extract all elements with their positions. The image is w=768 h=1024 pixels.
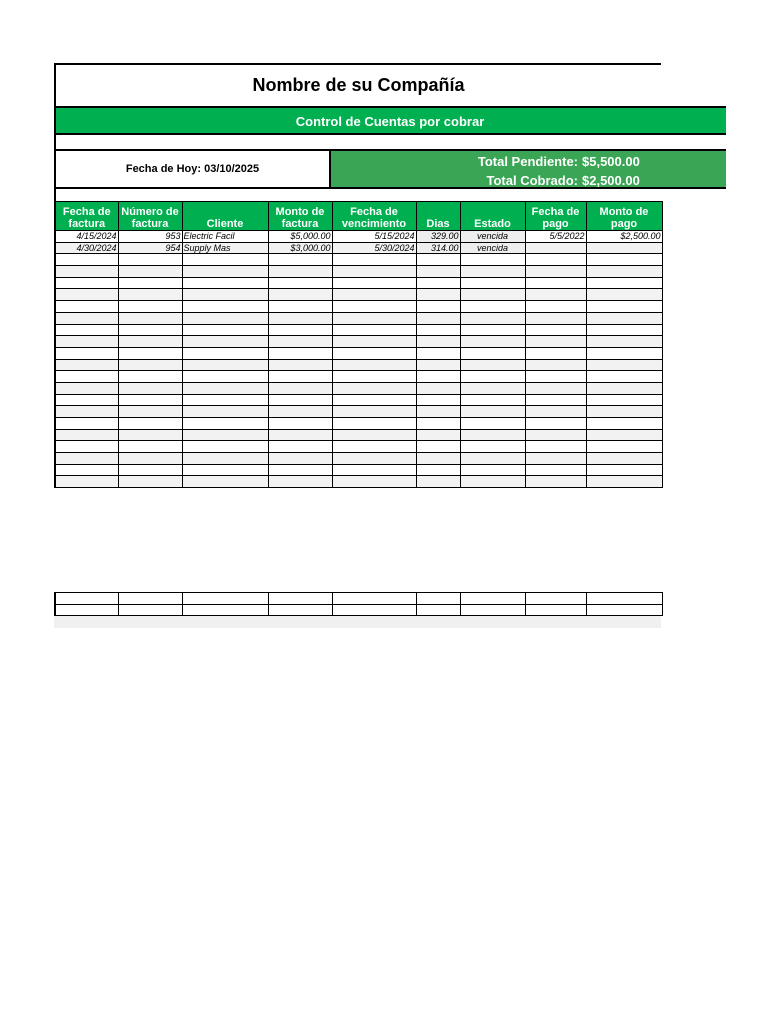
table-cell[interactable] [182,301,268,313]
table-cell[interactable] [416,394,460,406]
column-header-line1: Número de [121,206,179,218]
table-cell[interactable] [460,382,525,394]
table-row [55,476,662,488]
table-row [55,371,662,383]
table-cell[interactable] [460,359,525,371]
table-cell[interactable] [460,604,525,616]
receivables-table [54,201,663,488]
table-cell[interactable] [460,371,525,383]
table-cell[interactable] [525,336,586,348]
table-cell[interactable] [268,382,332,394]
total-collected-label: Total Cobrado: [486,173,578,188]
table-cell[interactable] [460,593,525,605]
subtitle-banner [54,106,726,135]
table-cell[interactable] [332,441,416,453]
table-cell[interactable] [268,406,332,418]
table-cell[interactable] [460,277,525,289]
column-header-line1: Monto de [599,206,649,218]
table-cell[interactable] [416,312,460,324]
table-cell[interactable] [460,464,525,476]
table-cell[interactable] [332,371,416,383]
column-header[interactable] [182,202,268,231]
column-header-line1: Fecha de [350,206,398,218]
table-cell[interactable] [416,347,460,359]
table-cell[interactable] [586,336,662,348]
table-cell[interactable] [118,406,182,418]
table-cell[interactable] [118,301,182,313]
table-cell[interactable] [460,476,525,488]
table-cell[interactable] [416,604,460,616]
table-cell[interactable] [118,418,182,430]
table-cell[interactable] [460,254,525,266]
total-collected-line [487,173,642,188]
table-cell[interactable] [586,593,662,605]
table-cell[interactable] [416,593,460,605]
column-header-line1: Fecha de [531,206,580,218]
table-cell[interactable] [460,266,525,278]
table-cell[interactable] [460,312,525,324]
table-cell[interactable] [586,277,662,289]
table-cell[interactable] [268,604,332,616]
table-cell[interactable] [416,464,460,476]
today-label: Fecha de Hoy: [125,163,202,175]
table-cell[interactable]: 314.00 [416,242,460,254]
table-cell[interactable] [332,429,416,441]
table-cell[interactable] [182,441,268,453]
table-cell[interactable] [55,593,118,605]
table-cell[interactable] [586,476,662,488]
table-row [55,242,662,254]
table-cell[interactable] [525,242,586,254]
table-row [55,254,662,266]
column-header-line2: Cliente [206,218,244,230]
table-cell[interactable]: Supply Mas [182,242,268,254]
table-cell[interactable] [525,394,586,406]
table-cell[interactable]: $3,000.00 [268,242,332,254]
subtitle-text: Control de Cuentas por cobrar [295,114,485,129]
table-cell[interactable] [268,336,332,348]
table-cell[interactable] [332,312,416,324]
table-cell[interactable] [268,418,332,430]
table-cell[interactable] [416,324,460,336]
table-cell[interactable] [182,604,268,616]
table-cell[interactable] [586,324,662,336]
table-cell[interactable] [55,453,118,465]
bottom-shade [54,616,661,628]
table-cell[interactable] [55,371,118,383]
column-header-line2: vencimiento [341,218,407,230]
table-cell[interactable] [525,418,586,430]
table-cell[interactable] [525,476,586,488]
table-cell[interactable] [268,464,332,476]
table-cell[interactable] [182,359,268,371]
table-cell[interactable] [525,359,586,371]
table-cell[interactable] [416,429,460,441]
table-cell[interactable] [460,336,525,348]
table-cell[interactable] [182,406,268,418]
totals-box [331,149,726,189]
table-cell[interactable] [268,476,332,488]
table-row [55,336,662,348]
column-header-line2: Dias [426,218,450,230]
table-cell[interactable] [525,441,586,453]
table-cell[interactable] [460,406,525,418]
table-cell[interactable] [55,301,118,313]
table-cell[interactable] [55,324,118,336]
table-cell[interactable] [118,289,182,301]
table-cell[interactable] [118,324,182,336]
table-cell[interactable] [268,301,332,313]
table-cell[interactable] [118,453,182,465]
table-cell[interactable] [586,464,662,476]
table-cell[interactable] [586,312,662,324]
table-cell[interactable]: 5/5/2022 [525,231,586,243]
table-cell[interactable] [332,277,416,289]
table-cell[interactable] [460,453,525,465]
table-cell[interactable] [525,301,586,313]
table-cell[interactable] [586,347,662,359]
column-header-line2: factura [131,218,169,230]
column-header-line1: Fecha de [62,206,111,218]
column-header-line2: factura [68,218,106,230]
table-cell[interactable] [268,254,332,266]
table-row [55,347,662,359]
table-cell[interactable] [55,604,118,616]
table-cell[interactable] [182,394,268,406]
table-cell[interactable] [586,604,662,616]
table-cell[interactable] [268,371,332,383]
table-cell[interactable] [55,429,118,441]
table-cell[interactable] [525,453,586,465]
table-cell[interactable] [460,289,525,301]
table-cell[interactable] [416,418,460,430]
table-cell[interactable] [586,453,662,465]
table-cell[interactable]: 954 [118,242,182,254]
column-header-line2: pago [542,218,569,230]
table-row [55,441,662,453]
table-cell[interactable] [416,301,460,313]
table-row [55,231,662,243]
company-title: Nombre de su Compañía [54,63,661,106]
table-cell[interactable] [182,371,268,383]
table-cell[interactable] [118,336,182,348]
table-cell[interactable]: Electric Facil [182,231,268,243]
table-cell[interactable] [416,277,460,289]
table-cell[interactable]: 5/15/2024 [332,231,416,243]
table-cell[interactable] [182,336,268,348]
table-cell[interactable] [55,418,118,430]
table-cell[interactable] [182,266,268,278]
table-cell[interactable] [586,242,662,254]
table-cell[interactable] [586,429,662,441]
table-cell[interactable] [586,394,662,406]
table-cell[interactable] [332,324,416,336]
spacer-row [54,189,661,201]
column-header[interactable] [332,202,416,231]
table-cell[interactable] [118,254,182,266]
table-cell[interactable] [525,604,586,616]
table-cell[interactable] [416,289,460,301]
table-cell[interactable] [332,394,416,406]
table-row [55,359,662,371]
table-cell[interactable]: 5/30/2024 [332,242,416,254]
table-cell[interactable] [460,301,525,313]
table-row [55,429,662,441]
table-row [55,312,662,324]
total-collected-value: $2,500.00 [582,173,640,188]
table-cell[interactable] [525,254,586,266]
table-cell[interactable]: 329.00 [416,231,460,243]
table-cell[interactable] [525,347,586,359]
table-cell[interactable] [416,453,460,465]
column-header[interactable] [268,202,332,231]
table-cell[interactable] [332,464,416,476]
table-cell[interactable] [332,604,416,616]
table-cell[interactable] [460,429,525,441]
table-cell[interactable] [118,382,182,394]
table-cell[interactable] [55,441,118,453]
table-cell[interactable] [332,359,416,371]
table-cell[interactable] [182,464,268,476]
table-row [55,266,662,278]
column-header-line2: factura [281,218,319,230]
table-cell[interactable] [332,301,416,313]
table-cell[interactable] [55,277,118,289]
table-cell[interactable] [55,289,118,301]
table-cell[interactable] [55,266,118,278]
column-header-line1: Monto de [275,206,325,218]
table-cell[interactable]: $5,000.00 [268,231,332,243]
table-cell[interactable] [268,289,332,301]
table-cell[interactable] [332,382,416,394]
table-row [55,301,662,313]
table-cell[interactable] [118,266,182,278]
table-cell[interactable] [118,464,182,476]
table-cell[interactable] [182,324,268,336]
table-cell[interactable] [55,312,118,324]
table-cell[interactable] [182,289,268,301]
table-cell[interactable] [416,266,460,278]
table-row [55,382,662,394]
table-cell[interactable] [118,429,182,441]
table-cell[interactable] [182,347,268,359]
table-header-row [55,202,662,231]
column-header[interactable] [525,202,586,231]
table-cell[interactable] [332,418,416,430]
table-row [55,289,662,301]
table-cell[interactable] [525,464,586,476]
table-cell[interactable] [586,441,662,453]
table-cell[interactable] [525,289,586,301]
table-cell[interactable] [586,371,662,383]
column-header[interactable] [118,202,182,231]
table-cell[interactable] [118,359,182,371]
table-cell[interactable] [332,406,416,418]
column-header[interactable] [460,202,525,231]
table-cell[interactable] [586,301,662,313]
table-cell[interactable] [332,336,416,348]
table-cell[interactable]: vencida [460,231,525,243]
table-cell[interactable] [182,429,268,441]
table-cell[interactable] [525,277,586,289]
spacer-row [54,135,661,149]
table-cell[interactable] [118,476,182,488]
bottom-grid [54,592,663,616]
table-cell[interactable] [525,371,586,383]
table-cell[interactable] [55,464,118,476]
table-cell[interactable] [332,593,416,605]
table-cell[interactable] [416,336,460,348]
table-cell[interactable] [586,254,662,266]
table-cell[interactable] [268,266,332,278]
table-cell[interactable] [182,277,268,289]
table-cell[interactable] [460,324,525,336]
total-pending-label: Total Pendiente: [477,154,578,169]
table-cell[interactable] [586,382,662,394]
table-cell[interactable] [586,266,662,278]
column-header[interactable] [416,202,460,231]
table-cell[interactable]: vencida [460,242,525,254]
table-cell[interactable] [268,312,332,324]
table-cell[interactable] [416,371,460,383]
table-cell[interactable]: 4/30/2024 [55,242,118,254]
table-cell[interactable] [268,593,332,605]
table-cell[interactable] [416,382,460,394]
table-cell[interactable] [118,604,182,616]
table-cell[interactable] [268,453,332,465]
table-cell[interactable] [118,277,182,289]
table-cell[interactable] [268,324,332,336]
column-header[interactable] [586,202,662,231]
table-cell[interactable] [55,476,118,488]
table-cell[interactable] [182,418,268,430]
table-cell[interactable] [118,593,182,605]
table-row [55,406,662,418]
table-cell[interactable] [525,382,586,394]
table-cell[interactable] [525,266,586,278]
table-cell[interactable] [118,441,182,453]
table-cell[interactable] [118,394,182,406]
table-cell[interactable] [268,394,332,406]
table-cell[interactable] [460,441,525,453]
table-cell[interactable] [55,254,118,266]
column-header[interactable] [55,202,118,231]
table-cell[interactable] [268,277,332,289]
table-cell[interactable] [332,254,416,266]
today-date-box [54,149,331,189]
total-pending-value: $5,500.00 [582,154,640,169]
table-row [55,418,662,430]
column-header-line2: pago [610,218,638,230]
table-cell[interactable] [332,289,416,301]
total-pending-line [478,154,642,169]
table-cell[interactable] [118,371,182,383]
table-cell[interactable]: $2,500.00 [586,231,662,243]
table-cell[interactable] [416,254,460,266]
table-cell[interactable] [55,347,118,359]
table-cell[interactable] [586,406,662,418]
table-cell[interactable] [586,289,662,301]
table-row [55,453,662,465]
table-cell[interactable] [525,324,586,336]
table-cell[interactable] [586,418,662,430]
table-cell[interactable] [182,593,268,605]
table-cell[interactable] [460,394,525,406]
table-cell[interactable] [118,312,182,324]
table-cell[interactable] [460,347,525,359]
table-cell[interactable] [460,418,525,430]
table-cell[interactable] [332,453,416,465]
table-cell[interactable] [268,359,332,371]
table-row [55,394,662,406]
table-cell[interactable] [118,347,182,359]
table-cell[interactable] [55,394,118,406]
table-cell[interactable] [55,359,118,371]
table-row [55,604,662,616]
table-cell[interactable] [332,347,416,359]
table-cell[interactable] [182,312,268,324]
table-cell[interactable] [182,382,268,394]
table-cell[interactable] [416,359,460,371]
table-cell[interactable] [55,406,118,418]
table-cell[interactable] [332,266,416,278]
table-cell[interactable] [182,476,268,488]
table-cell[interactable] [416,406,460,418]
table-cell[interactable] [416,441,460,453]
table-cell[interactable] [55,382,118,394]
table-cell[interactable] [416,476,460,488]
table-row [55,464,662,476]
table-cell[interactable] [182,254,268,266]
table-cell[interactable] [332,476,416,488]
table-cell[interactable] [268,441,332,453]
table-cell[interactable]: 4/15/2024 [55,231,118,243]
table-cell[interactable]: 953 [118,231,182,243]
table-cell[interactable] [525,406,586,418]
table-cell[interactable] [525,593,586,605]
table-cell[interactable] [586,359,662,371]
table-cell[interactable] [525,312,586,324]
table-cell[interactable] [525,429,586,441]
today-value: 03/10/2025 [204,163,260,175]
table-cell[interactable] [55,336,118,348]
table-row [55,324,662,336]
table-row [55,277,662,289]
column-header-line2: Estado [474,218,511,230]
table-cell[interactable] [268,429,332,441]
table-cell[interactable] [268,347,332,359]
table-row [55,593,662,605]
table-cell[interactable] [182,453,268,465]
